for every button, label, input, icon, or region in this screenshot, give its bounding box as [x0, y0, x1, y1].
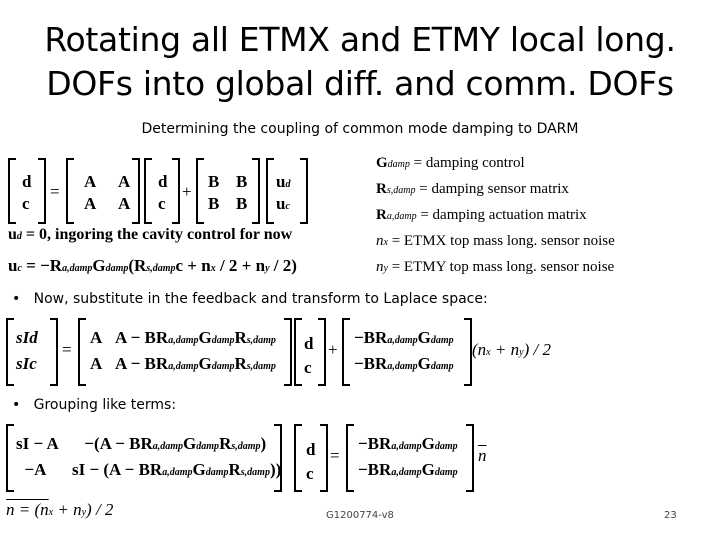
vec-d: d [304, 334, 314, 353]
bracket-right [284, 318, 292, 386]
vec-c: c [304, 358, 312, 377]
grouped-row-2: −A sI − (A − BRa,dampGdampRs,damp)) [24, 460, 282, 479]
plus-sign: + [328, 340, 338, 359]
bracket-left [66, 158, 74, 224]
matrix-a-11: A [84, 172, 97, 191]
lhs-d: d [22, 172, 32, 191]
bracket-left [266, 158, 274, 224]
lhs-sid: sId [16, 328, 38, 347]
matrix-a-22: A [118, 194, 131, 213]
bracket-right [464, 318, 472, 386]
bracket-right [466, 424, 474, 492]
matrix-b-12: B [236, 172, 248, 191]
laplace-equation [6, 318, 566, 386]
bracket-right [172, 158, 180, 224]
nbar-symbol: $\overline{n}$ [478, 446, 487, 465]
page-number: 23 [664, 510, 677, 521]
bracket-right [252, 158, 260, 224]
lhs-sic: sIc [16, 354, 37, 373]
equals-sign: = [330, 446, 340, 465]
plus-sign: + [182, 182, 192, 201]
symbol-definitions [376, 150, 656, 280]
title-line-2: DOFs into global diff. and comm. DOFs [46, 64, 674, 103]
vec-c: c [306, 464, 314, 483]
matrix-b-11: B [208, 172, 220, 191]
input-row-1: −BRa,dampGdamp [354, 328, 454, 347]
slide-subtitle: Determining the coupling of common mode damping to DARM [141, 121, 579, 137]
grouped-row-1: sI − A −(A − BRa,dampGdampRs,damp) [16, 434, 267, 453]
bracket-left [294, 424, 302, 492]
definition-row: Ra,damp = damping actuation matrix [376, 207, 587, 223]
title-line-1: Rotating all ETMX and ETMY local long. [44, 20, 676, 59]
equals-sign: = [50, 182, 60, 201]
matrix-a-12: A [118, 172, 131, 191]
input-row-1: −BRa,dampGdamp [358, 434, 458, 453]
slide-title [0, 18, 720, 106]
bracket-left [6, 424, 14, 492]
bullet-substitute: • Now, substitute in the feedback and transform to Laplace space: [12, 291, 488, 307]
bracket-right [320, 424, 328, 492]
input-row-2: −BRa,dampGdamp [358, 460, 458, 479]
definition-row: Rs,damp = damping sensor matrix [376, 181, 569, 197]
bracket-left [144, 158, 152, 224]
vec-ud: ud [276, 172, 291, 191]
state-space-equation [8, 158, 308, 222]
bracket-right [50, 318, 58, 386]
vec-d: d [158, 172, 168, 191]
ud-equation: ud = 0, ingoring the cavity control for now [8, 226, 293, 243]
bracket-left [8, 158, 16, 224]
bracket-left [78, 318, 86, 386]
matrix-row-1: A A − BRa,dampGdampRs,damp [90, 328, 276, 347]
equals-sign: = [62, 340, 72, 359]
grouped-equation [6, 424, 506, 492]
vec-uc: uc [276, 194, 290, 213]
bracket-right [300, 158, 308, 224]
input-row-2: −BRa,dampGdamp [354, 354, 454, 373]
bracket-left [196, 158, 204, 224]
nbar-definition: n = (nx + ny) / 2 [6, 500, 114, 519]
vec-d: d [306, 440, 316, 459]
bracket-right [318, 318, 326, 386]
matrix-b-21: B [208, 194, 220, 213]
matrix-b-22: B [236, 194, 248, 213]
definition-row: ny = ETMY top mass long. sensor noise [376, 259, 615, 275]
definition-row: Gdamp = damping control [376, 155, 525, 171]
bracket-right [132, 158, 140, 224]
uc-equation: uc = −Ra,dampGdamp(Rs,dampc + nx / 2 + ny / 2) [8, 256, 297, 275]
bracket-right [38, 158, 46, 224]
bullet-grouping: • Grouping like terms: [12, 397, 177, 413]
vec-c: c [158, 194, 166, 213]
lhs-c: c [22, 194, 30, 213]
definition-row: nx = ETMX top mass long. sensor noise [376, 233, 615, 249]
matrix-a-21: A [84, 194, 97, 213]
bracket-left [342, 318, 350, 386]
noise-term: (nx + ny) / 2 [472, 340, 551, 359]
bracket-left [6, 318, 14, 386]
bracket-left [294, 318, 302, 386]
bracket-right [274, 424, 282, 492]
bracket-left [346, 424, 354, 492]
matrix-row-2: A A − BRa,dampGdampRs,damp [90, 354, 276, 373]
document-id: G1200774-v8 [326, 510, 394, 521]
